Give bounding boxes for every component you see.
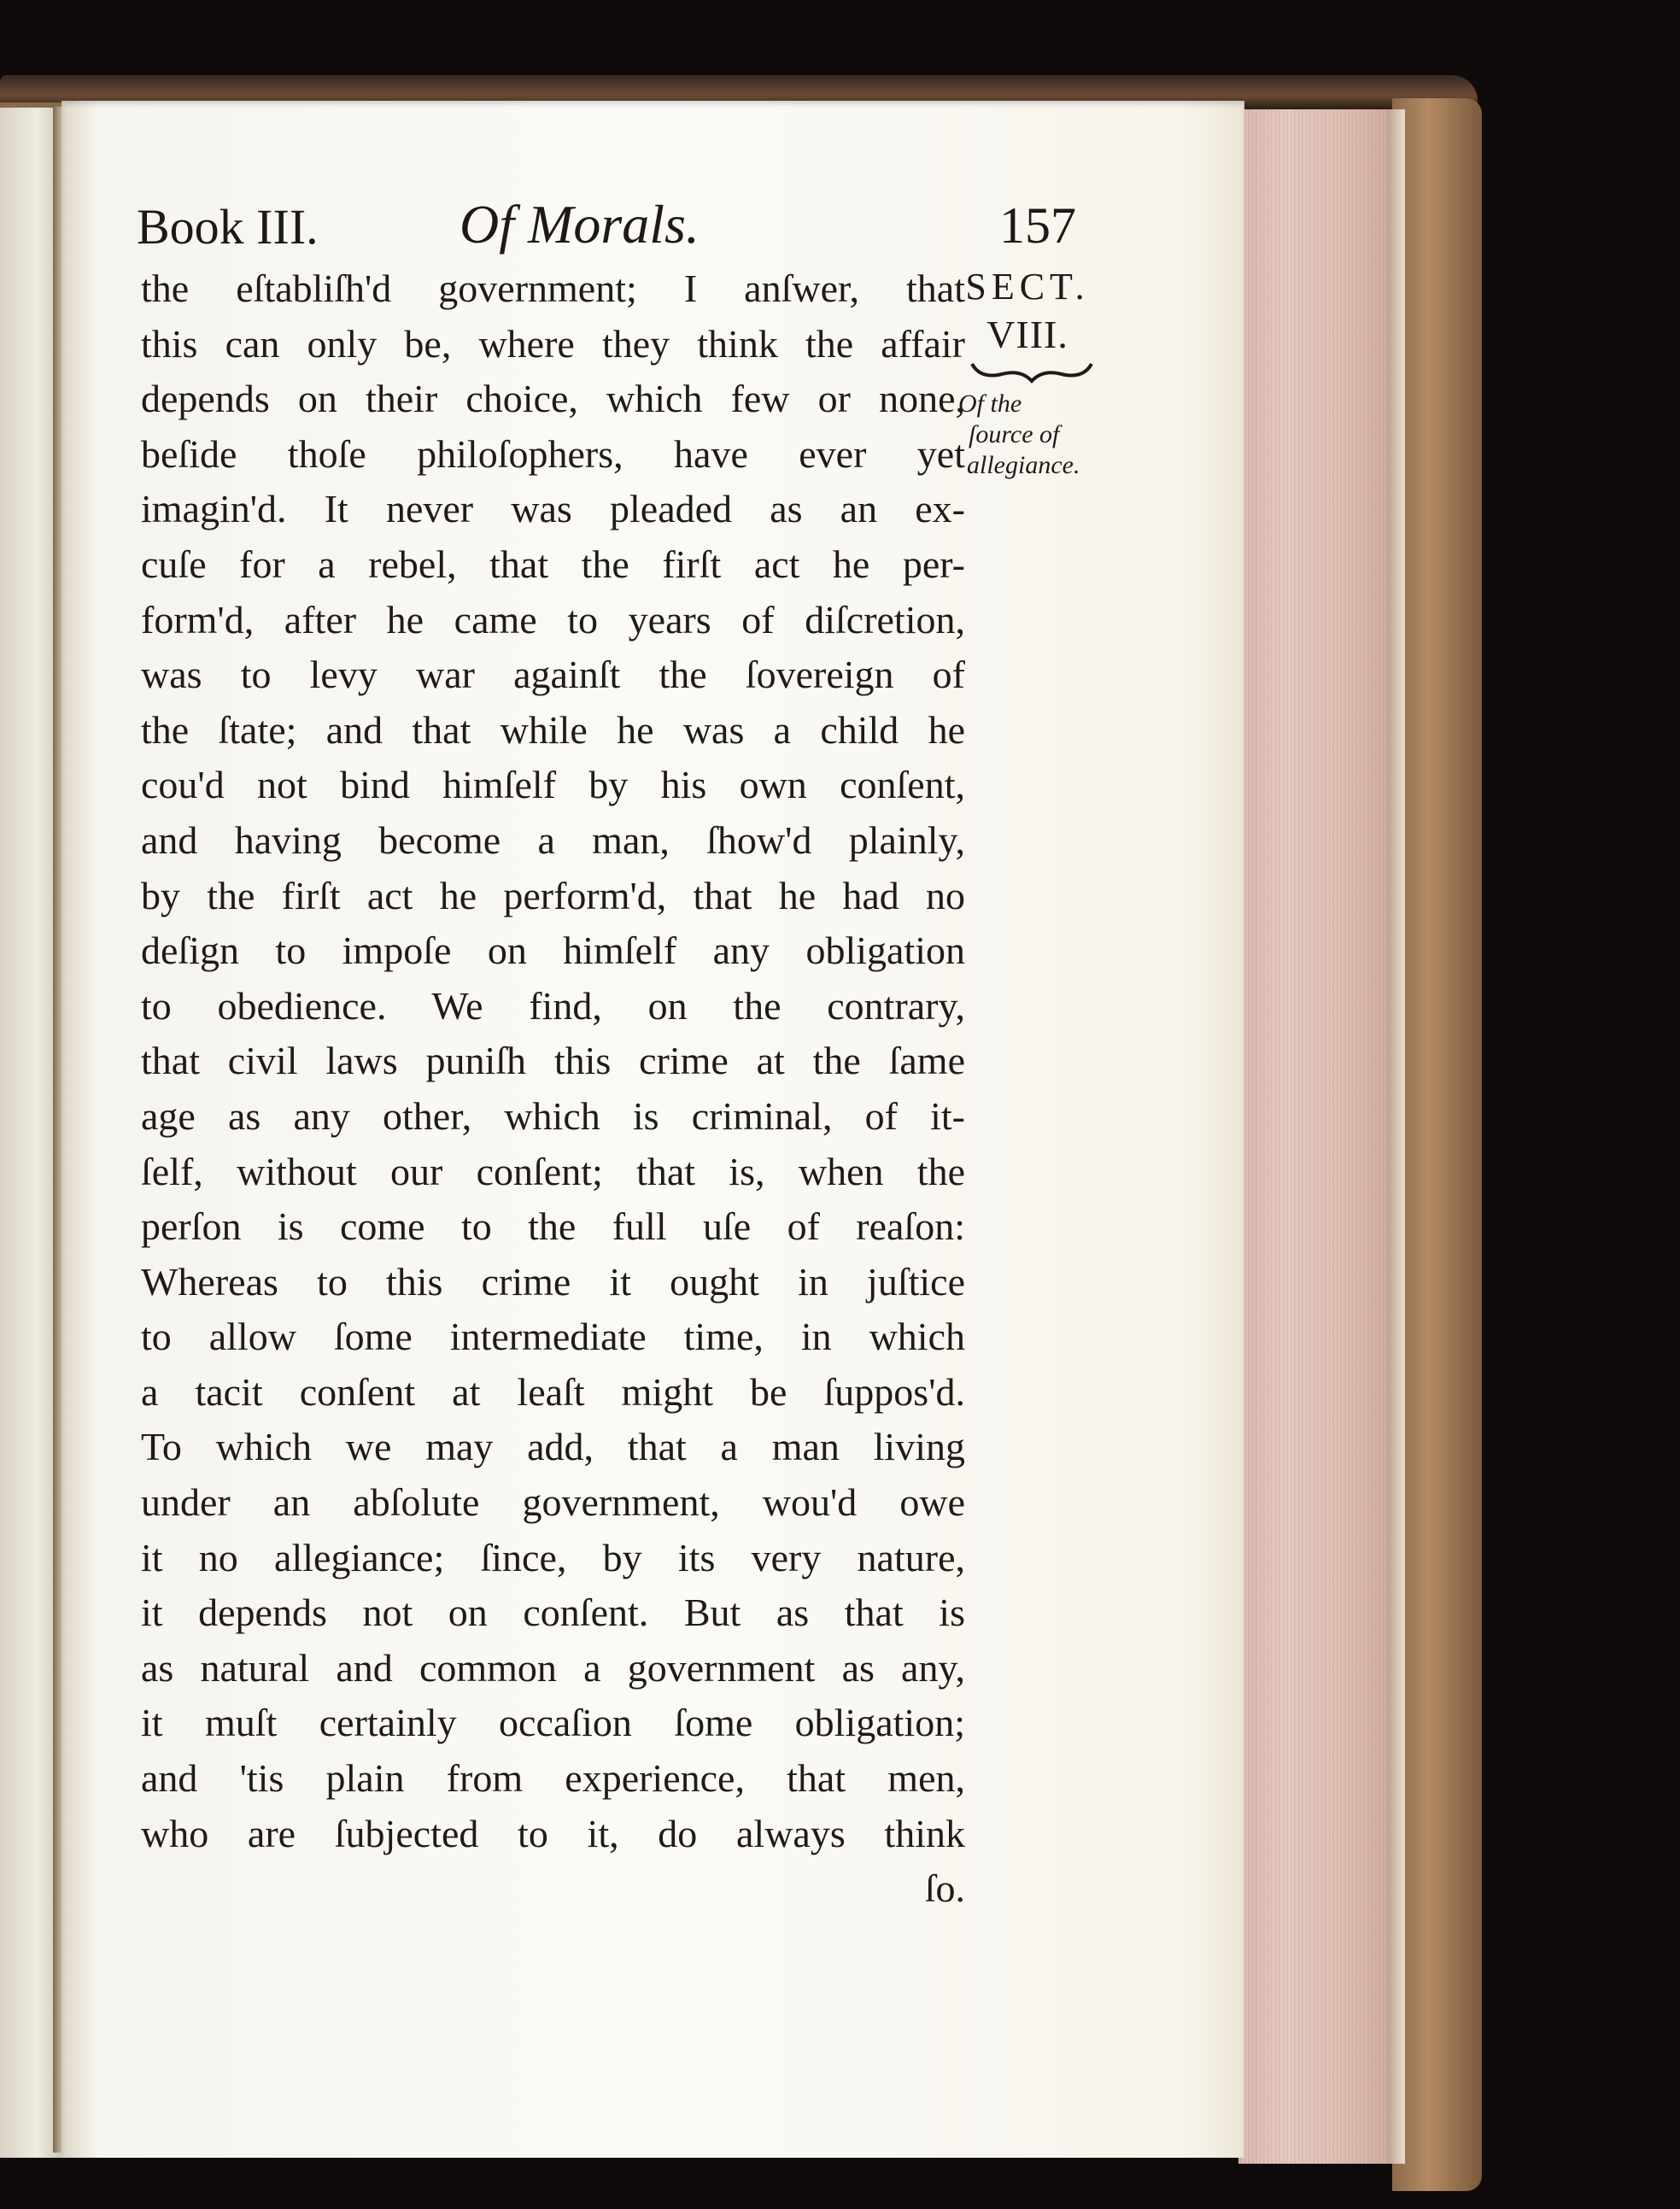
text-line: it muſt certainly occaſion ſome obligation; — [141, 1701, 965, 1745]
running-head-title: Of Morals. — [460, 194, 700, 255]
catchword: ſo. — [924, 1866, 965, 1911]
text-line: under an abſolute government, wou'd owe — [141, 1480, 965, 1525]
text-line: ſelf, without our conſent; that is, when the — [141, 1149, 965, 1193]
text-line: who are ſubjected to it, do always think — [141, 1811, 965, 1855]
text-line: by the firſt act he perform'd, that he had no — [141, 873, 965, 917]
text-line: form'd, after he came to years of diſcretion, — [141, 597, 965, 642]
text-line: depends on their choice, which few or none, — [141, 377, 965, 421]
text-line: to allow ſome intermediate time, in which — [141, 1315, 965, 1359]
text-line: this can only be, where they think the affair — [141, 321, 965, 366]
text-line: beſide thoſe philoſophers, have ever yet — [141, 431, 965, 476]
text-line: the eſtabliſh'd government; I anſwer, that — [141, 267, 965, 310]
margin-note-line: ſource of — [969, 420, 1060, 448]
text-line: age as any other, which is criminal, of it- — [141, 1093, 965, 1138]
fore-edge-shade — [1388, 109, 1405, 2164]
text-line: perſon is come to the full uſe of reaſon: — [141, 1204, 965, 1249]
text-line: it no allegiance; ſince, by its very nature, — [141, 1535, 965, 1579]
running-head-book: Book III. — [137, 199, 319, 255]
section-label — [955, 263, 1100, 359]
text-line: and having become a man, ſhow'd plainly, — [141, 817, 965, 862]
text-line: To which we may add, that a man living — [141, 1425, 965, 1469]
text-line: that civil laws puniſh this crime at the ſame — [141, 1039, 965, 1083]
text-line: it depends not on conſent. But as that is — [141, 1591, 965, 1635]
sect-label: SECT. — [965, 266, 1090, 308]
text-line: to obedience. We find, on the contrary, — [141, 983, 965, 1028]
text-line: imagin'd. It never was pleaded as an ex- — [141, 487, 965, 531]
body-text — [141, 261, 965, 1917]
text-line: a tacit conſent at leaſt might be ſuppos'd. — [141, 1369, 965, 1414]
brace-ornament — [968, 359, 1096, 384]
margin-note-line: allegiance. — [967, 451, 1080, 479]
text-line: deſign to impoſe on himſelf any obligation — [141, 929, 965, 973]
text-line: was to levy war againſt the ſovereign of — [141, 653, 965, 697]
text-line: and 'tis plain from experience, that men, — [141, 1756, 965, 1801]
text-line: as natural and common a government as any, — [141, 1645, 965, 1690]
margin-note-line: Of the — [958, 390, 1022, 418]
book-cover-edge — [1392, 98, 1482, 2191]
page-number: 157 — [999, 197, 1076, 254]
text-line: cou'd not bind himſelf by his own conſent, — [141, 763, 965, 807]
sect-number: VIII. — [986, 313, 1068, 356]
text-line: cuſe for a rebel, that the firſt act he per- — [141, 542, 965, 586]
margin-note — [958, 389, 1116, 481]
text-line: Whereas to this crime it ought in juſtice — [141, 1259, 965, 1304]
text-line: the ſtate; and that while he was a child he — [141, 707, 965, 752]
page-fore-edge — [1238, 109, 1398, 2164]
